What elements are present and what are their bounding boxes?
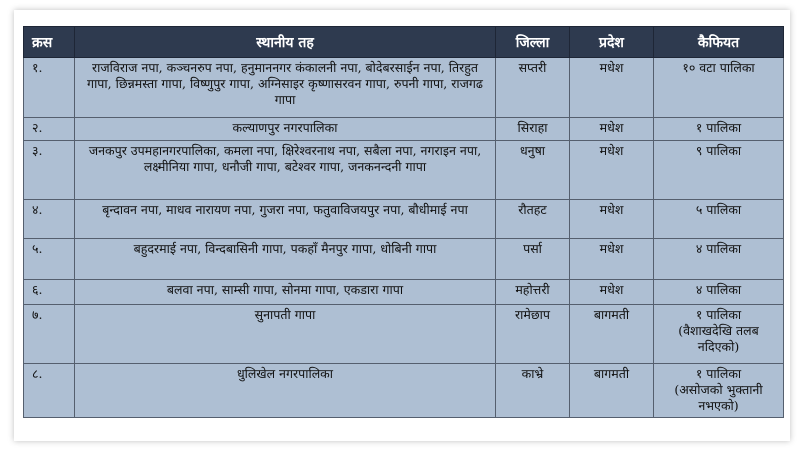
page-bottom-margin — [14, 429, 790, 441]
cell-district: सप्तरी — [496, 58, 570, 118]
cell-district: धनुषा — [496, 141, 570, 200]
cell-province: मधेश — [570, 200, 654, 239]
cell-local-level: धुलिखेल नगरपालिका — [75, 364, 496, 418]
header-province: प्रदेश — [570, 27, 654, 58]
remarks-text: ५ पालिका — [695, 202, 742, 217]
remarks-text: ४ पालिका — [695, 282, 742, 297]
header-local-level: स्थानीय तह — [75, 27, 496, 58]
table-row — [24, 305, 784, 364]
header-serial-number: क्रस — [24, 27, 75, 58]
cell-remarks — [654, 239, 784, 280]
remarks-text: १० वटा पालिका — [682, 60, 755, 75]
cell-serial-number: ७. — [24, 305, 75, 364]
cell-district: पर्सा — [496, 239, 570, 280]
cell-province: मधेश — [570, 141, 654, 200]
table-row — [24, 200, 784, 239]
table-row — [24, 280, 784, 305]
remarks-text: ९ पालिका — [695, 143, 742, 158]
cell-remarks — [654, 364, 784, 418]
remarks-note: (असोजको भुक्तानी नभएको) — [674, 382, 763, 413]
cell-province: मधेश — [570, 280, 654, 305]
cell-district: काभ्रे — [496, 364, 570, 418]
cell-province: मधेश — [570, 239, 654, 280]
document-frame — [14, 10, 790, 441]
cell-province: बागमती — [570, 305, 654, 364]
cell-local-level: बृन्दावन नपा, माधव नारायण नपा, गुजरा नपा, फतुवाविजयपुर नपा, बौधीमाई नपा — [75, 200, 496, 239]
cell-serial-number: ८. — [24, 364, 75, 418]
cell-serial-number: ६. — [24, 280, 75, 305]
cell-remarks — [654, 305, 784, 364]
table-row — [24, 118, 784, 141]
remarks-text: १ पालिका — [695, 307, 742, 322]
cell-remarks — [654, 200, 784, 239]
table-row — [24, 141, 784, 200]
cell-remarks — [654, 280, 784, 305]
header-remarks: कैफियत — [654, 27, 784, 58]
cell-province: मधेश — [570, 118, 654, 141]
header-district: जिल्ला — [496, 27, 570, 58]
remarks-text: १ पालिका — [695, 120, 742, 135]
cell-remarks — [654, 58, 784, 118]
cell-local-level: राजविराज नपा, कञ्चनरुप नपा, हनुमाननगर कंकालनी नपा, बोदेबरसाईन नपा, तिरहुत गापा, छिन्नमस्ता गापा, विष्णुपुर गापा, अग्निसाइर कृष्णासरवन गापा, रुपनी गापा, राजगढ गापा — [75, 58, 496, 118]
cell-remarks — [654, 118, 784, 141]
remarks-text: १ पालिका — [695, 366, 742, 381]
cell-local-level: बलवा नपा, साम्सी गापा, सोनमा गापा, एकडारा गापा — [75, 280, 496, 305]
cell-local-level: सुनापती गापा — [75, 305, 496, 364]
table-row — [24, 364, 784, 418]
cell-remarks — [654, 141, 784, 200]
remarks-text: ४ पालिका — [695, 241, 742, 256]
cell-province: बागमती — [570, 364, 654, 418]
cell-district: सिराहा — [496, 118, 570, 141]
cell-district: रौतहट — [496, 200, 570, 239]
cell-district: महोत्तरी — [496, 280, 570, 305]
cell-serial-number: ५. — [24, 239, 75, 280]
cell-province: मधेश — [570, 58, 654, 118]
cell-local-level: जनकपुर उपमहानगरपालिका, कमला नपा, क्षिरेश्वरनाथ नपा, सबैला नपा, नगराइन नपा, लक्ष्मीनिया गापा, धनौजी गापा, बटेश्वर गापा, जनकनन्दनी गापा — [75, 141, 496, 200]
cell-district: रामेछाप — [496, 305, 570, 364]
cell-serial-number: २. — [24, 118, 75, 141]
table-row — [24, 58, 784, 118]
cell-serial-number: १. — [24, 58, 75, 118]
cell-serial-number: ३. — [24, 141, 75, 200]
remarks-note: (वैशाखदेखि तलब नदिएको) — [678, 323, 759, 354]
table-row — [24, 239, 784, 280]
table-header-row — [24, 27, 784, 58]
cell-local-level: कल्याणपुर नगरपालिका — [75, 118, 496, 141]
cell-local-level: बहुदरमाई नपा, विन्दबासिनी गापा, पकहाँ मैनपुर गापा, धोबिनी गापा — [75, 239, 496, 280]
cell-serial-number: ४. — [24, 200, 75, 239]
municipality-table — [23, 26, 784, 418]
